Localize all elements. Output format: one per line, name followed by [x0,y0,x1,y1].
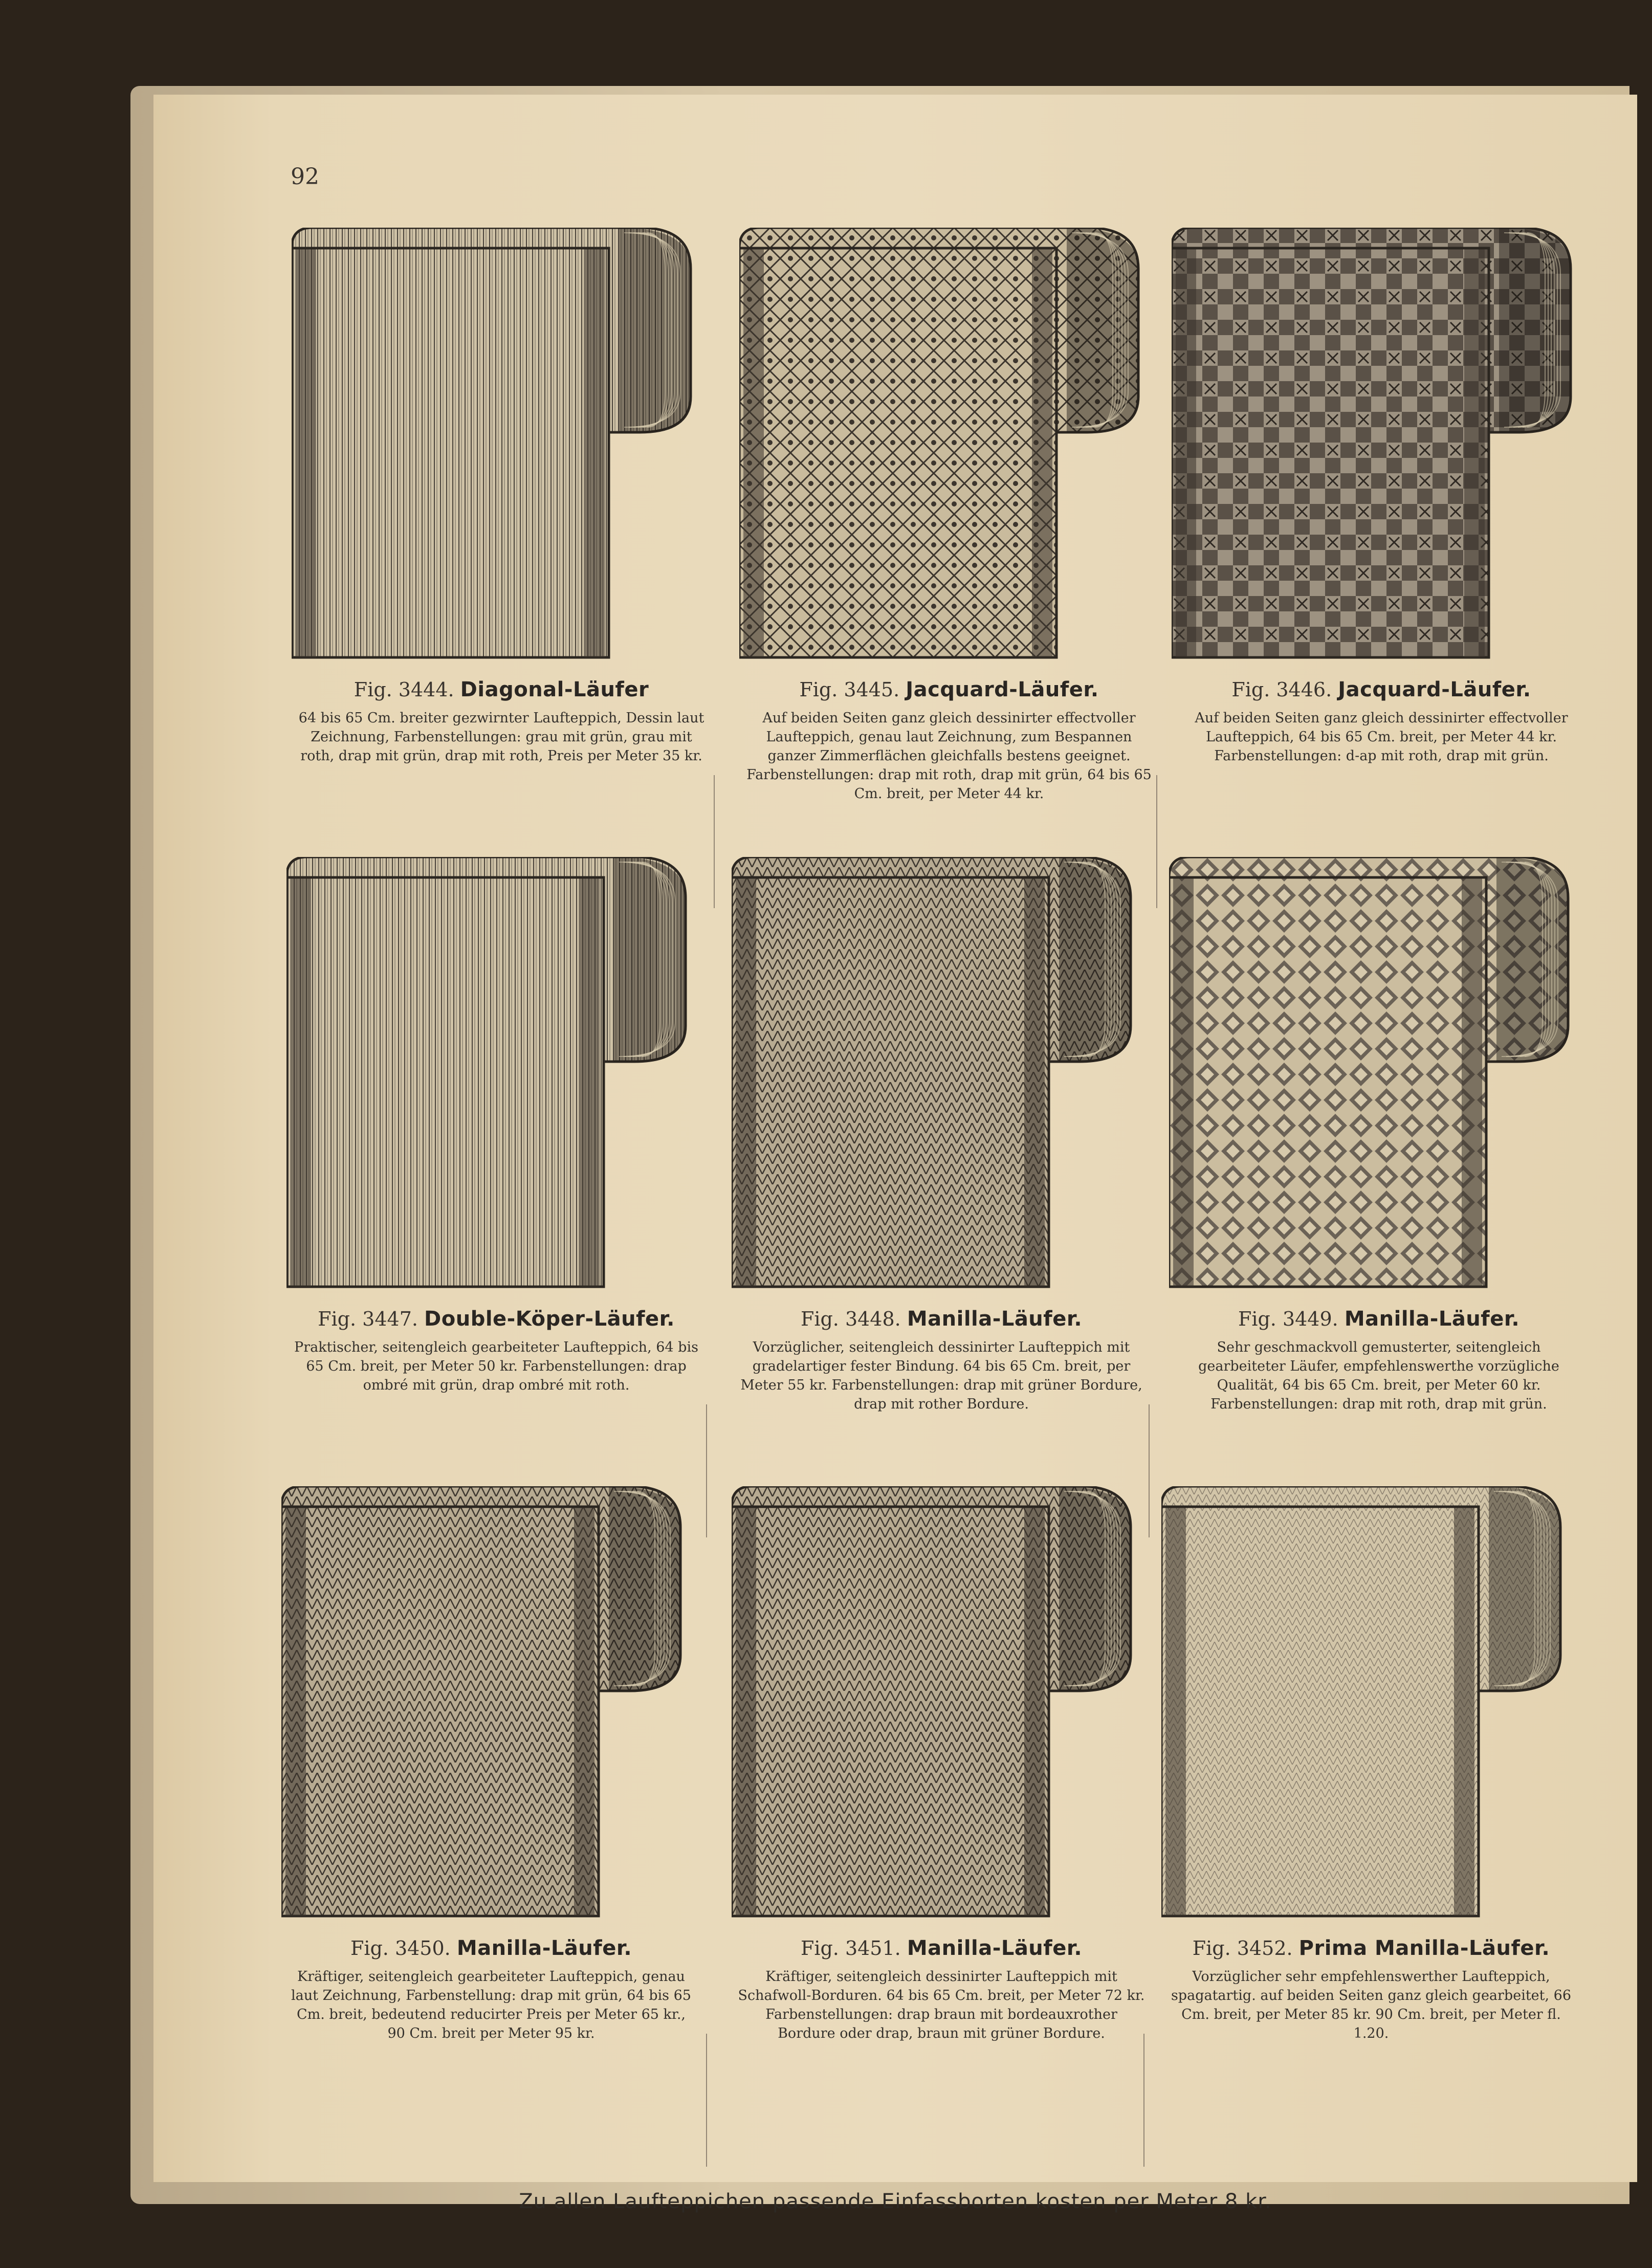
figure-number: Fig. 3446. [1231,678,1338,701]
figure-caption [1169,1307,1589,1414]
figure-title: Diagonal-Läufer [460,678,649,701]
figure-number: Fig. 3451. [800,1937,907,1959]
figure-title: Jacquard-Läufer. [906,678,1099,701]
carpet-sheet [1169,877,1486,1287]
caption-line [739,678,1159,701]
carpet-sheet [292,248,609,657]
column-divider [706,1404,707,1537]
carpet-border [1032,248,1052,657]
carpet-border [743,248,764,657]
carpet-roll-illustration [1172,228,1581,668]
figure-number: Fig. 3452. [1192,1937,1299,1959]
page-number: 92 [291,164,319,190]
carpet-border [1173,877,1194,1287]
figure-title: Prima Manilla-Läufer. [1298,1936,1550,1960]
catalog-page [153,95,1637,2213]
carpet-border [736,877,756,1287]
carpet-border [736,1507,756,1916]
carpet-border [1024,877,1045,1287]
figure-number: Fig. 3450. [350,1937,457,1959]
carpet-sheet [1172,248,1489,657]
carpet-sheet [732,1507,1049,1916]
product-figure [1172,228,1591,765]
figure-title: Manilla-Läufer. [907,1936,1083,1960]
figure-number: Fig. 3448. [800,1308,907,1330]
carpet-roll-illustration [1169,857,1578,1297]
product-figure [1169,857,1589,1414]
column-divider [1149,1404,1150,1537]
figure-caption [1172,678,1591,765]
figure-description: Vorzüglicher, seitengleich dessinirter Laufteppich mit gradelartiger fester Bindung. 64 bis 65 Cm. breit, per Meter 55 kr. Farbenstellungen: drap mit grüner Bordure, drap mit rother Bordure. [740,1339,1142,1412]
figure-description: 64 bis 65 Cm. breiter gezwirnter Laufteppich, Dessin laut Zeichnung, Farbenstellungen: grau mit grün, grau mit roth, drap mit grün, drap mit roth, Preis per Meter 35 kr. [298,710,704,764]
carpet-border [1462,877,1482,1287]
carpet-roll-illustration [281,1486,691,1926]
product-figure [739,228,1159,803]
carpet-border [285,1507,306,1916]
caption-line [732,1307,1151,1331]
carpet-roll-illustration [732,1486,1141,1926]
product-figure [287,857,706,1395]
figure-caption [732,1307,1151,1414]
figure-title: Manilla-Läufer. [907,1307,1083,1331]
carpet-border [574,1507,594,1916]
figure-description: Kräftiger, seitengleich dessinirter Laufteppich mit Schafwoll-Borduren. 64 bis 65 Cm. breit, per Meter 72 kr. Farbenstellungen: drap braun mit bordeauxrother Bordure oder drap, braun mit grüner Bordure. [738,1969,1145,2041]
carpet-sheet [739,248,1056,657]
figure-title: Manilla-Läufer. [1344,1307,1520,1331]
caption-line [1172,678,1591,701]
caption-line [732,1936,1151,1960]
carpet-border [1024,1507,1045,1916]
carpet-border [1454,1507,1474,1916]
figure-description: Kräftiger, seitengleich gearbeiteter Laufteppich, genau laut Zeichnung, Farbenstellung: drap mit grün, 64 bis 65 Cm. breit, bedeutend reducirter Preis per Meter 65 kr., 90 Cm. breit per Meter 95 kr. [291,1969,691,2041]
figure-title: Manilla-Läufer. [456,1936,632,1960]
carpet-roll-illustration [1161,1486,1571,1926]
figure-description: Sehr geschmackvoll gemusterter, seitengleich gearbeiteter Läufer, empfehlenswerthe vorzügliche Qualität, 64 bis 65 Cm. breit, per Meter 60 kr. Farbenstellungen: drap mit roth, drap mit grün. [1198,1339,1559,1412]
carpet-border [1176,248,1196,657]
figure-caption [732,1936,1151,2043]
figure-caption [281,1936,701,2043]
product-figure [1161,1486,1581,2043]
caption-line [281,1936,701,1960]
carpet-border [291,877,311,1287]
figure-description: Praktischer, seitengleich gearbeiteter Laufteppich, 64 bis 65 Cm. breit, per Meter 50 kr. Farbenstellungen: drap ombré mit grün, drap ombré mit roth. [294,1339,698,1393]
carpet-sheet [732,877,1049,1287]
carpet-sheet [1161,1507,1479,1916]
product-figure [281,1486,701,2043]
figure-number: Fig. 3445. [799,678,906,701]
figure-caption [287,1307,706,1395]
figure-number: Fig. 3444. [354,678,460,701]
carpet-roll-illustration [292,228,701,668]
figure-description: Vorzüglicher sehr empfehlenswerther Laufteppich, spagatartig. auf beiden Seiten ganz gleich gearbeitet, 66 Cm. breit, per Meter 85 kr. 90 Cm. breit, per Meter fl. 1.20. [1171,1969,1572,2041]
caption-line [1161,1936,1581,1960]
carpet-border [579,877,600,1287]
carpet-border [296,248,316,657]
column-divider [714,775,715,908]
carpet-border [584,248,605,657]
column-divider [1143,2034,1144,2167]
figure-title: Double-Köper-Läufer. [424,1307,675,1331]
figure-caption [1161,1936,1581,2043]
figure-caption [739,678,1159,803]
product-figure [732,857,1151,1414]
carpet-sheet [281,1507,599,1916]
caption-line [1169,1307,1589,1331]
caption-line [287,1307,706,1331]
carpet-roll-illustration [739,228,1149,668]
figure-description: Auf beiden Seiten ganz gleich dessinirter effectvoller Laufteppich, 64 bis 65 Cm. breit, per Meter 44 kr. Farbenstellungen: d-ap mit roth, drap mit grün. [1195,710,1568,764]
product-figure [292,228,711,765]
figure-number: Fig. 3449. [1238,1308,1345,1330]
carpet-roll-illustration [287,857,696,1297]
carpet-border [1165,1507,1186,1916]
figure-title: Jacquard-Läufer. [1338,678,1531,701]
carpet-sheet [287,877,604,1287]
figure-description: Auf beiden Seiten ganz gleich dessinirter effectvoller Laufteppich, genau laut Zeichnung, zum Bespannen ganzer Zimmerflächen gleichfalls bestens geeignet. Farbenstellungen: drap mit roth, drap mit grün, 64 bis 65 Cm. breit, per Meter 44 kr. [746,710,1152,802]
figure-number: Fig. 3447. [318,1308,425,1330]
product-figure [732,1486,1151,2043]
column-divider [1156,775,1157,908]
figure-caption [292,678,711,765]
carpet-roll-illustration [732,857,1141,1297]
carpet-border [1464,248,1485,657]
column-divider [706,2034,707,2167]
caption-line [292,678,711,701]
footer-note: Zu allen Laufteppichen passende Einfassborten kosten per Meter 8 kr. [519,2190,1272,2213]
